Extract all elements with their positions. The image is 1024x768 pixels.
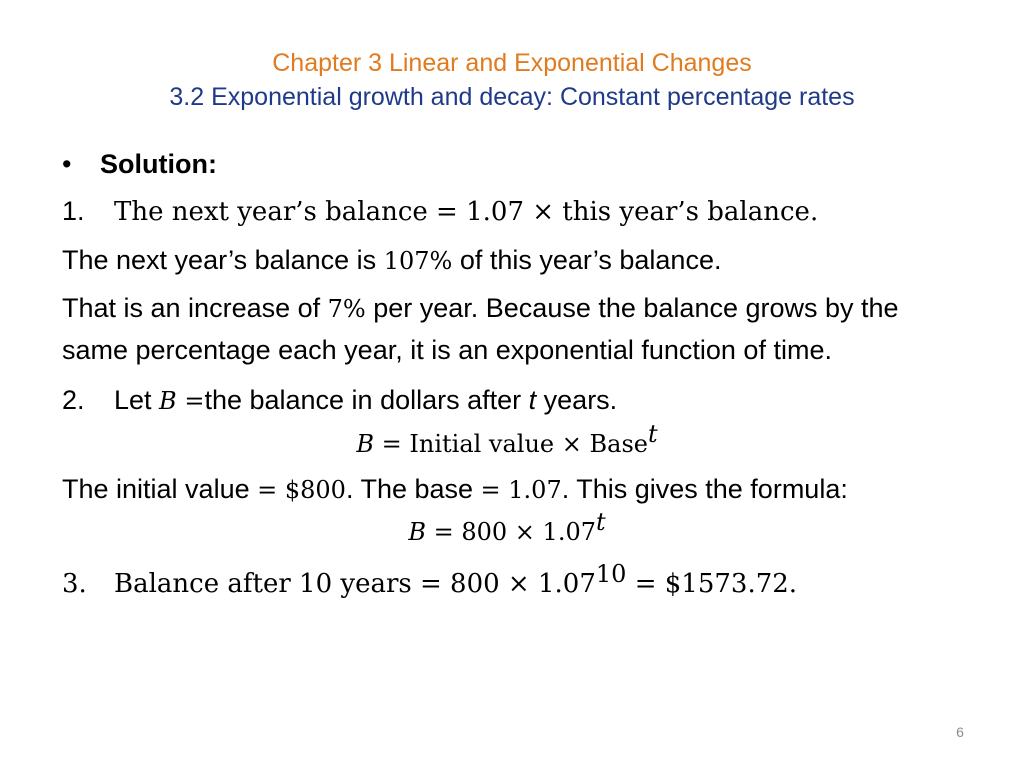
paragraph-text: The initial value	[62, 474, 258, 504]
step-3-equation: Balance after 10 years = 800 × 1.07	[114, 569, 596, 599]
step-3	[62, 557, 972, 609]
bullet-icon: •	[62, 149, 72, 179]
paragraph-text: per year. Because the balance grows by the same percentage each year, it is an exponential function of time.	[62, 293, 899, 365]
paragraph-text: . The base	[345, 474, 481, 504]
step-2	[62, 377, 972, 423]
step-2-text: years.	[536, 385, 618, 415]
math-variable-t: t	[528, 385, 537, 415]
step-1-equation: The next year’s balance = 1.07 × this year’s balance.	[114, 197, 819, 227]
slide-title-block	[0, 46, 1024, 114]
section-title: 3.2 Exponential growth and decay: Constant percentage rates	[169, 83, 855, 111]
math-107-percent: 107%	[383, 247, 453, 275]
general-formula	[62, 420, 972, 463]
formula-rhs: = 800 × 1.07	[426, 518, 596, 546]
math-7-percent: 7%	[327, 295, 366, 323]
solution-label: Solution:	[100, 149, 217, 179]
formula-rhs: = Initial value × Base	[374, 430, 648, 458]
step-1-number: 1.	[62, 196, 85, 226]
formula-exponent: t	[647, 420, 658, 448]
math-variable-b: B	[159, 387, 177, 415]
math-base-value: = 1.07	[480, 476, 562, 504]
paragraph-increase	[62, 284, 972, 371]
step-3-exponent: 10	[595, 560, 627, 588]
step-3-number: 3.	[62, 569, 87, 599]
paragraph-text: The next year’s balance is	[62, 245, 384, 275]
step-1	[62, 186, 972, 236]
solution-bullet	[62, 142, 972, 186]
step-3-result: = $1573.72.	[626, 569, 798, 599]
paragraph-balance-percent	[62, 236, 972, 284]
paragraph-text: That is an increase of	[62, 293, 328, 323]
slide-content	[62, 142, 972, 609]
step-2-number: 2.	[62, 385, 85, 415]
chapter-title: Chapter 3 Linear and Exponential Changes	[272, 49, 752, 77]
formula-variable-b: B	[408, 518, 426, 546]
math-equals: =	[176, 387, 205, 415]
page-number: 6	[956, 724, 964, 740]
formula-variable-b: B	[356, 430, 375, 458]
paragraph-text: of this year’s balance.	[452, 245, 722, 275]
paragraph-initial-value	[62, 463, 882, 511]
paragraph-text: . This gives the formula:	[561, 474, 848, 504]
step-2-text: the balance in dollars after	[204, 385, 529, 415]
step-2-text: Let	[114, 385, 160, 415]
specific-formula	[62, 508, 972, 551]
math-initial-value: = $800	[257, 476, 346, 504]
formula-exponent: t	[595, 508, 606, 536]
